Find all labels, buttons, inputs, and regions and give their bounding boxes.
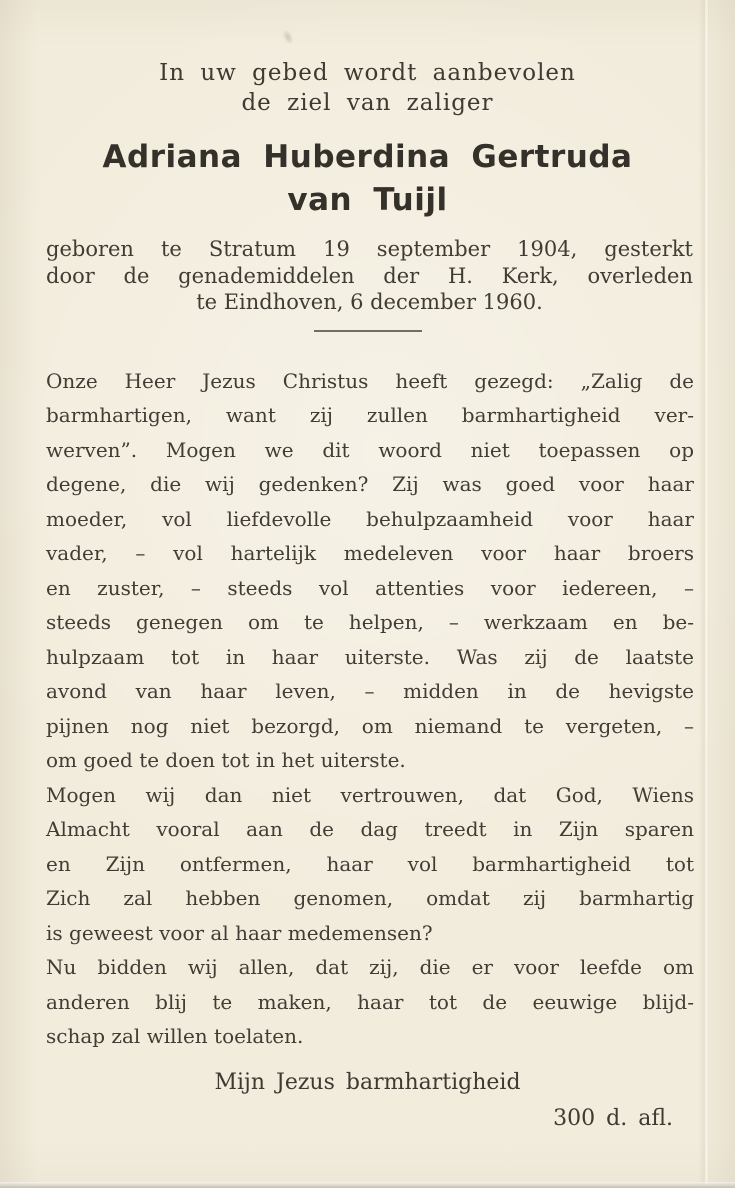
text-line: Zich zal hebben genomen, omdat zij barmhartig xyxy=(46,886,694,910)
section-divider-rule xyxy=(314,330,422,332)
deceased-name-line-2: van Tuijl xyxy=(287,182,448,218)
text-line: en Zijn ontfermen, haar vol barmhartigheid tot xyxy=(46,851,694,876)
text-line: vader, – vol hartelijk medeleven voor haar broers xyxy=(46,541,694,565)
vitals-line: door de genademiddelen der H. Kerk, overleden xyxy=(46,263,693,288)
text-line: Onze Heer Jezus Christus heeft gezegd: „Zalig de xyxy=(46,368,694,393)
header-line-1: In uw gebed wordt aanbevolen xyxy=(159,60,576,86)
text-line: Nu bidden wij allen, dat zij, die er voor leefde om xyxy=(46,955,694,979)
text-line: hulpzaam tot in haar uiterste. Was zij de laatste xyxy=(46,644,694,669)
text-line: werven”. Mogen we dit woord niet toepassen op xyxy=(46,437,694,462)
paper-scratch-mark xyxy=(279,27,296,48)
text-line: schap zal willen toelaten. xyxy=(46,1024,304,1048)
text-line: Mogen wij dan niet vertrouwen, dat God, Wiens xyxy=(46,782,694,807)
birth-death-details xyxy=(0,236,735,316)
text-line: en zuster, – steeds vol attenties voor iedereen, – xyxy=(46,575,694,600)
paper-crease xyxy=(705,0,708,1188)
text-line: barmhartigen, want zij zullen barmhartigheid ver- xyxy=(46,403,694,427)
text-line: om goed te doen tot in het uiterste. xyxy=(46,748,406,772)
text-line: degene, die wij gedenken? Zij was goed voor haar xyxy=(46,472,694,496)
deceased-name-line-1: Adriana Huberdina Gertruda xyxy=(102,139,633,175)
closing-prayer: Mijn Jezus barmhartigheid xyxy=(214,1069,521,1095)
header-line-2: de ziel van zaliger xyxy=(241,90,494,116)
card-bottom-edge xyxy=(0,1182,735,1188)
text-line: Almacht vooral aan de dag treedt in Zijn sparen xyxy=(46,817,694,841)
card-header xyxy=(40,58,695,118)
vitals-line: geboren te Stratum 19 september 1904, gesterkt xyxy=(46,237,693,261)
text-line: steeds genegen om te helpen, – werkzaam en be- xyxy=(46,610,694,634)
memorial-text xyxy=(0,364,735,1054)
vitals-line: te Eindhoven, 6 december 1960. xyxy=(196,290,543,314)
text-line: pijnen nog niet bezorgd, om niemand te vergeten, – xyxy=(46,713,694,738)
indulgence-note: 300 d. afl. xyxy=(553,1105,673,1131)
text-line: moeder, vol liefdevolle behulpzaamheid voor haar xyxy=(46,506,694,531)
text-line: anderen blij te maken, haar tot de eeuwige blijd- xyxy=(46,989,694,1014)
text-line: avond van haar leven, – midden in de hevigste xyxy=(46,679,694,703)
text-line: is geweest voor al haar medemensen? xyxy=(46,920,433,945)
deceased-name xyxy=(30,136,705,222)
